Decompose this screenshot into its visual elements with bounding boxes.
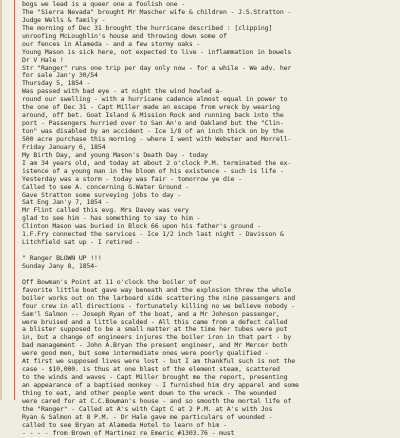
- text-line: Dr V Hale !: [22, 55, 64, 64]
- text-line: a blister supposed to be a small matter at the time her tubes were put: [22, 325, 288, 334]
- text-line: I am 34 years old, and today at about 2 o'clock P.M. terminated the ex-: [22, 158, 292, 167]
- text-line: - - - - from Brown of Martinez re Emeric #1303.76 - must: [22, 428, 235, 437]
- text-line: the "Ranger" - Called at A's with Capt C at 2 P.M. at A's with Jos: [22, 404, 273, 413]
- text-line: were good men, but some intermediate ones were poorly qualified -: [22, 349, 269, 358]
- text-line: Thursday 5, 1854 -: [22, 79, 91, 88]
- diary-text: [22, 1, 394, 438]
- text-line: Sunday Jany 8, 1854-: [22, 261, 98, 270]
- text-line: The morning of Dec 31 brought the hurricane described : [clipping]: [22, 23, 273, 32]
- text-line: were cared for at C.C.Bowman's house - and so smooth the mortal life of: [22, 396, 292, 405]
- text-line: Yesterday was a storm - today was fair - tomorrow ye die -: [22, 174, 242, 183]
- text-line: to the winds and waves - Capt Miller brought me the report, presenting: [22, 373, 288, 382]
- text-line: At first we supposed lives were lost - but I am thankful such is not the: [22, 357, 295, 366]
- text-line: around, off bet. Goat Island & Mission Rock and running back into the: [22, 111, 284, 120]
- text-line: an appearance of a baptised monkey - I furnished him dry apparel and some: [22, 381, 299, 389]
- text-line: Gave Stratton some surveying jobs to day -: [22, 190, 182, 199]
- text-line: 500 acre purchase this morning - where I went with Webster and Morrell-: [22, 134, 292, 143]
- text-line: The "Sierra Nevada" brought Mr Mascher wife & children - J.S.Stratton -: [22, 7, 292, 16]
- text-line: four crew in all directions - fortunately killing no we believe nobody -: [22, 301, 295, 310]
- text-line: thing to eat, and other people went down to the wreck - The wounded: [22, 388, 277, 397]
- text-line: our fences in Alameda - and a few stormy oaks -: [22, 39, 201, 48]
- text-line: istence of a young man in the bloom of his existence - such is life -: [22, 166, 284, 175]
- text-line: called to see Bryan at Alameda Hotel to learn of him -: [22, 420, 227, 429]
- text-line: bad management - John A.Bryan the present engineer, and Mr Mercer both: [22, 341, 288, 350]
- text-line: Was passed with bad eye - at night the wind howled a-: [22, 87, 223, 96]
- text-line: Young Mason is sick here, not expected to live - inflammation in bowels: [22, 47, 292, 56]
- text-line: round our swelling - with a hurricane cadence almost equal in power to: [22, 95, 288, 104]
- text-line: Str "Ranger" runs one trip per day only now - for a while - We adv. her: [22, 63, 292, 72]
- margin-line: [14, 0, 15, 400]
- text-line: case - $10,000. is thus at one blast of the element steam, scattered: [22, 365, 280, 374]
- text-line: in, but a change of engineers injures the boiler iron in that part - by: [22, 333, 292, 342]
- text-line: bogs we lead is a queer one a foolish one -: [22, 1, 186, 8]
- text-line: glad to see him - has something to say to him -: [22, 214, 201, 223]
- text-line: Called to see A. concerning G.Water Ground -: [22, 182, 189, 191]
- text-line: " Ranger BLOWN UP !!!: [22, 254, 102, 262]
- text-line: Sat Eng Jan'y 7, 1854 -: [22, 198, 110, 207]
- text-line: unroofing McLoughlin's house and throwing down some of: [22, 31, 227, 40]
- text-line: the one of Dec 31 - Capt Miller made an escape from wreck by wearing: [22, 103, 280, 112]
- text-line: were bruised and a little scalded - All this came from a defect called: [22, 317, 288, 326]
- text-line: boiler works out on the larboard side scattering the nine passengers and: [22, 293, 295, 302]
- text-line: Ryan & Salmon at 8 P.M. - Dr Hale gave me particulars of wounded -: [22, 412, 273, 421]
- text-line: Sam'l Salmon -- Joseph Ryan of the boat, and a Mr Johnson passenger,: [22, 309, 280, 318]
- text-line: port - Passengers hurried over to San An'o and Oakland but the "Clin-: [22, 119, 284, 128]
- text-line: Mr Flint called this evg. Mrs Davey was very: [22, 206, 189, 215]
- text-line: My Birth Day, and young Mason's Death Day - today: [22, 150, 208, 159]
- text-line: Friday January 6, 1854: [22, 142, 106, 151]
- text-line: ton" was disabled by an accident - Ice 1/8 of an inch thick on by the: [22, 127, 284, 135]
- text-line: Litchfield sat up - I retired -: [22, 238, 140, 247]
- text-line: Off Bowman's Point at 11 o'clock the boiler of our: [22, 277, 212, 286]
- text-line: for sale Jan'y 30/54: [22, 71, 98, 80]
- text-line: Judge Wells & family -: [22, 15, 106, 24]
- text-line: favorite little boat gave way beneath and the explosion threw the whole: [22, 285, 292, 294]
- text-line: Clinton Mason was buried in Block 66 upon his father's ground -: [22, 222, 261, 231]
- text-line: 1.F.Fry connected the services - Ice 1/2 inch last night - Davisson &: [22, 230, 284, 239]
